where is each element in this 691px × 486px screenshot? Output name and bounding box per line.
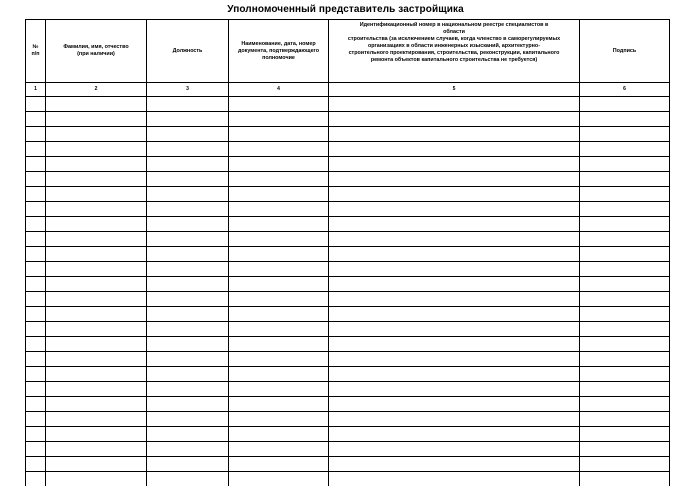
table-cell-c2[interactable] (46, 397, 147, 412)
table-cell-c1[interactable] (26, 322, 46, 337)
table-cell-c6[interactable] (580, 247, 670, 262)
table-cell-c3[interactable] (147, 427, 229, 442)
table-cell-c3[interactable] (147, 142, 229, 157)
table-cell-c5[interactable] (329, 292, 580, 307)
table-cell-c6[interactable] (580, 262, 670, 277)
table-row (26, 322, 670, 337)
table-cell-c6[interactable] (580, 382, 670, 397)
table-cell-c1[interactable] (26, 457, 46, 472)
table-row (26, 232, 670, 247)
table-cell-c4[interactable] (229, 112, 329, 127)
table-cell-c2[interactable] (46, 262, 147, 277)
column-number: 2 (46, 83, 147, 97)
table-cell-c6[interactable] (580, 367, 670, 382)
header-cell-identification (329, 20, 580, 83)
table-cell-c3[interactable] (147, 292, 229, 307)
header-cell-document: Наименование, дата, номер документа, подтверждающего полномочие (229, 20, 329, 83)
table-row (26, 397, 670, 412)
header-ident-line: ремонта объектов капитального строительства не требуется) (370, 57, 538, 63)
table-cell-c5[interactable] (329, 187, 580, 202)
table-cell-c3[interactable] (147, 397, 229, 412)
header-cell-signature: Подпись (580, 20, 670, 83)
table-cell-c5[interactable] (329, 232, 580, 247)
table-cell-c1[interactable] (26, 127, 46, 142)
table-cell-c4[interactable] (229, 217, 329, 232)
table-cell-c4[interactable] (229, 127, 329, 142)
table-cell-c3[interactable] (147, 202, 229, 217)
header-fullname-line2: (при наличии) (77, 51, 115, 57)
table-cell-c2[interactable] (46, 412, 147, 427)
table-cell-c2[interactable] (46, 457, 147, 472)
table-cell-c3[interactable] (147, 352, 229, 367)
header-cell-fullname (46, 20, 147, 83)
header-fullname-line1: Фамилия, имя, отчество (63, 44, 129, 50)
table-cell-c5[interactable] (329, 472, 580, 486)
table-row (26, 427, 670, 442)
table-cell-c2[interactable] (46, 382, 147, 397)
table-cell-c3[interactable] (147, 157, 229, 172)
table-cell-c1[interactable] (26, 172, 46, 187)
table-row (26, 97, 670, 112)
table-cell-c6[interactable] (580, 187, 670, 202)
header-cell-position: Должность (147, 20, 229, 83)
table-cell-c5[interactable] (329, 157, 580, 172)
table-cell-c2[interactable] (46, 157, 147, 172)
table-cell-c4[interactable] (229, 97, 329, 112)
table-cell-c3[interactable] (147, 127, 229, 142)
table-cell-c3[interactable] (147, 217, 229, 232)
table-row (26, 307, 670, 322)
table-cell-c5[interactable] (329, 442, 580, 457)
table-cell-c2[interactable] (46, 322, 147, 337)
table-cell-c5[interactable] (329, 97, 580, 112)
table-row (26, 382, 670, 397)
header-cell-number (26, 20, 46, 83)
table-cell-c4[interactable] (229, 337, 329, 352)
table-cell-c6[interactable] (580, 322, 670, 337)
document-title: Уполномоченный представитель застройщика (227, 4, 464, 15)
table-cell-c2[interactable] (46, 352, 147, 367)
table-cell-c5[interactable] (329, 322, 580, 337)
table-cell-c3[interactable] (147, 247, 229, 262)
table-cell-c1[interactable] (26, 292, 46, 307)
table-cell-c1[interactable] (26, 262, 46, 277)
table-row (26, 457, 670, 472)
table-cell-c6[interactable] (580, 157, 670, 172)
table-cell-c6[interactable] (580, 352, 670, 367)
table-cell-c4[interactable] (229, 412, 329, 427)
table-cell-c1[interactable] (26, 202, 46, 217)
table-cell-c2[interactable] (46, 472, 147, 486)
table-cell-c4[interactable] (229, 277, 329, 292)
table-cell-c2[interactable] (46, 142, 147, 157)
table-cell-c2[interactable] (46, 337, 147, 352)
table-cell-c4[interactable] (229, 262, 329, 277)
table-cell-c6[interactable] (580, 277, 670, 292)
table-cell-c1[interactable] (26, 97, 46, 112)
table-cell-c4[interactable] (229, 202, 329, 217)
table-cell-c5[interactable] (329, 142, 580, 157)
table-row (26, 352, 670, 367)
table-cell-c5[interactable] (329, 352, 580, 367)
table-cell-c2[interactable] (46, 127, 147, 142)
table-cell-c5[interactable] (329, 262, 580, 277)
table-cell-c4[interactable] (229, 307, 329, 322)
table-cell-c4[interactable] (229, 247, 329, 262)
table-cell-c1[interactable] (26, 337, 46, 352)
header-ident-line: области (443, 29, 465, 35)
table-cell-c4[interactable] (229, 472, 329, 486)
table-cell-c3[interactable] (147, 322, 229, 337)
table-cell-c2[interactable] (46, 247, 147, 262)
table-cell-c2[interactable] (46, 307, 147, 322)
table-cell-c6[interactable] (580, 232, 670, 247)
table-cell-c5[interactable] (329, 337, 580, 352)
header-number-line2: п/п (31, 51, 40, 57)
table-row (26, 292, 670, 307)
table-cell-c5[interactable] (329, 112, 580, 127)
column-number-row (26, 83, 670, 97)
table-cell-c4[interactable] (229, 142, 329, 157)
table-cell-c5[interactable] (329, 127, 580, 142)
table-row (26, 442, 670, 457)
table-cell-c4[interactable] (229, 382, 329, 397)
table-row (26, 217, 670, 232)
column-number: 4 (229, 83, 329, 97)
table-row (26, 142, 670, 157)
table-cell-c2[interactable] (46, 97, 147, 112)
table-cell-c3[interactable] (147, 367, 229, 382)
table-cell-c5[interactable] (329, 427, 580, 442)
table-cell-c5[interactable] (329, 202, 580, 217)
table-cell-c2[interactable] (46, 442, 147, 457)
table-cell-c6[interactable] (580, 442, 670, 457)
table-row (26, 187, 670, 202)
table-cell-c1[interactable] (26, 187, 46, 202)
table-cell-c5[interactable] (329, 367, 580, 382)
table-cell-c6[interactable] (580, 307, 670, 322)
table-cell-c6[interactable] (580, 292, 670, 307)
table-cell-c3[interactable] (147, 382, 229, 397)
table-cell-c3[interactable] (147, 277, 229, 292)
table-cell-c3[interactable] (147, 307, 229, 322)
column-number: 1 (26, 83, 46, 97)
table-cell-c4[interactable] (229, 157, 329, 172)
table-cell-c4[interactable] (229, 187, 329, 202)
table-cell-c3[interactable] (147, 172, 229, 187)
table-row (26, 472, 670, 486)
table-cell-c5[interactable] (329, 307, 580, 322)
column-number: 6 (580, 83, 670, 97)
table-cell-c5[interactable] (329, 412, 580, 427)
header-ident-line: Идентификационный номер в национальном реестре специалистов в (359, 22, 549, 28)
table-cell-c1[interactable] (26, 112, 46, 127)
table-cell-c1[interactable] (26, 397, 46, 412)
table-cell-c3[interactable] (147, 97, 229, 112)
table-cell-c2[interactable] (46, 172, 147, 187)
table-cell-c1[interactable] (26, 427, 46, 442)
table-cell-c2[interactable] (46, 232, 147, 247)
table-cell-c3[interactable] (147, 412, 229, 427)
table-cell-c6[interactable] (580, 202, 670, 217)
table-cell-c6[interactable] (580, 172, 670, 187)
table-cell-c1[interactable] (26, 247, 46, 262)
table-cell-c1[interactable] (26, 382, 46, 397)
table-cell-c1[interactable] (26, 442, 46, 457)
table-cell-c1[interactable] (26, 307, 46, 322)
table-cell-c2[interactable] (46, 277, 147, 292)
table-cell-c6[interactable] (580, 427, 670, 442)
table-cell-c5[interactable] (329, 382, 580, 397)
table-cell-c5[interactable] (329, 247, 580, 262)
table-row (26, 367, 670, 382)
table-cell-c4[interactable] (229, 457, 329, 472)
table-cell-c2[interactable] (46, 217, 147, 232)
table-cell-c2[interactable] (46, 427, 147, 442)
table-cell-c3[interactable] (147, 232, 229, 247)
table-cell-c4[interactable] (229, 232, 329, 247)
table-row (26, 202, 670, 217)
table-cell-c5[interactable] (329, 217, 580, 232)
table-cell-c6[interactable] (580, 337, 670, 352)
table-cell-c1[interactable] (26, 157, 46, 172)
table-cell-c5[interactable] (329, 397, 580, 412)
table-cell-c1[interactable] (26, 352, 46, 367)
table-cell-c5[interactable] (329, 172, 580, 187)
table-cell-c1[interactable] (26, 277, 46, 292)
table-row (26, 157, 670, 172)
table-cell-c6[interactable] (580, 472, 670, 486)
table-cell-c5[interactable] (329, 457, 580, 472)
table-row (26, 127, 670, 142)
header-ident-line: строительного проектирования, строительства, реконструкции, капитального (348, 50, 560, 56)
header-ident-line: организациях в области инженерных изысканий, архитектурно- (367, 43, 541, 49)
table-row (26, 412, 670, 427)
table-cell-c4[interactable] (229, 352, 329, 367)
header-number-line1: № (32, 44, 39, 50)
table-row (26, 337, 670, 352)
table-cell-c3[interactable] (147, 442, 229, 457)
table-cell-c2[interactable] (46, 292, 147, 307)
table-cell-c3[interactable] (147, 337, 229, 352)
table-cell-c2[interactable] (46, 202, 147, 217)
table-cell-c3[interactable] (147, 262, 229, 277)
table-cell-c1[interactable] (26, 142, 46, 157)
table-cell-c2[interactable] (46, 187, 147, 202)
table-cell-c4[interactable] (229, 442, 329, 457)
representatives-table (25, 19, 670, 486)
table-cell-c6[interactable] (580, 112, 670, 127)
table-cell-c1[interactable] (26, 412, 46, 427)
table-cell-c1[interactable] (26, 217, 46, 232)
table-row (26, 172, 670, 187)
table-row (26, 277, 670, 292)
table-cell-c6[interactable] (580, 457, 670, 472)
table-cell-c1[interactable] (26, 472, 46, 486)
table-cell-c4[interactable] (229, 292, 329, 307)
table-cell-c6[interactable] (580, 397, 670, 412)
table-row (26, 262, 670, 277)
table-cell-c4[interactable] (229, 322, 329, 337)
table-cell-c6[interactable] (580, 217, 670, 232)
table-cell-c6[interactable] (580, 412, 670, 427)
table-cell-c5[interactable] (329, 277, 580, 292)
table-cell-c2[interactable] (46, 112, 147, 127)
table-row (26, 247, 670, 262)
table-row (26, 112, 670, 127)
table-header-row (26, 20, 670, 83)
table-cell-c2[interactable] (46, 367, 147, 382)
table-cell-c3[interactable] (147, 112, 229, 127)
table-cell-c4[interactable] (229, 427, 329, 442)
table-cell-c6[interactable] (580, 142, 670, 157)
table-cell-c3[interactable] (147, 457, 229, 472)
table-cell-c3[interactable] (147, 472, 229, 486)
table-cell-c6[interactable] (580, 127, 670, 142)
table-cell-c4[interactable] (229, 397, 329, 412)
table-cell-c1[interactable] (26, 367, 46, 382)
table-cell-c1[interactable] (26, 232, 46, 247)
table-cell-c4[interactable] (229, 172, 329, 187)
table-cell-c6[interactable] (580, 97, 670, 112)
header-ident-line: строительства (за исключением случаев, когда членство в саморегулируемых (347, 36, 561, 42)
table-cell-c4[interactable] (229, 367, 329, 382)
table-cell-c3[interactable] (147, 187, 229, 202)
column-number: 3 (147, 83, 229, 97)
column-number: 5 (329, 83, 580, 97)
